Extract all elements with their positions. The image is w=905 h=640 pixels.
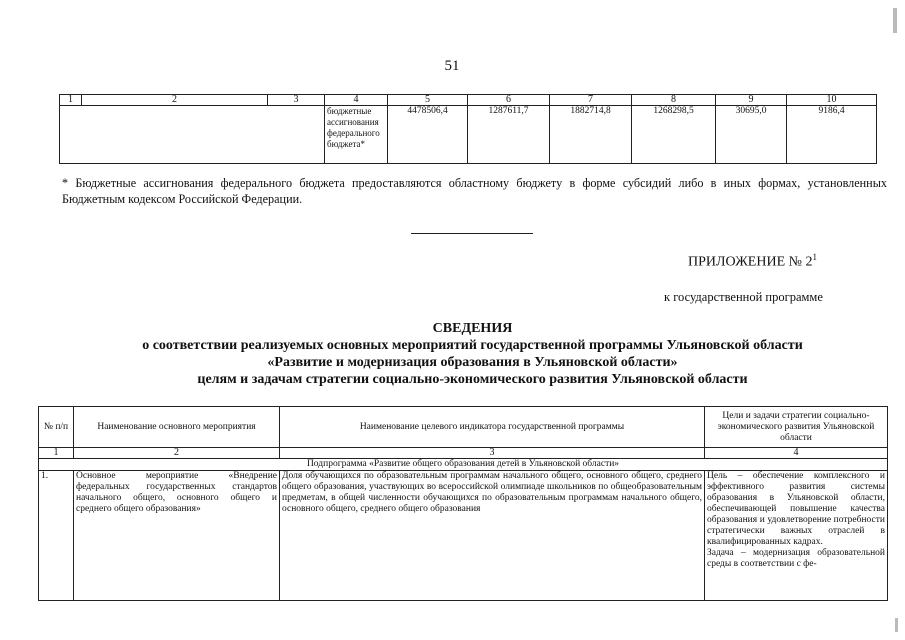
indicator-cell: Доля обучающихся по образовательным программам начального общего, основного общего, среднего общего образования, участвующих во всероссийской олимпиаде школьников по общеобразовательным предметам, в общей численности обучающихся по образовательным программам начального общего, основного общего, среднего общего образования <box>280 471 705 601</box>
col-3: 3 <box>268 95 325 106</box>
budget-table-row <box>60 106 877 164</box>
title-line-4: целям и задачам стратегии социально-экономического развития Ульяновской области <box>197 372 748 387</box>
column-number: 1 <box>39 448 74 459</box>
header-number: № п/п <box>39 407 74 448</box>
subprogram-title: Подпрограмма «Развитие общего образования детей в Ульяновской области» <box>39 459 888 471</box>
value-cell: 4478506,4 <box>388 106 468 164</box>
column-numbers-row <box>39 448 888 459</box>
col-8: 8 <box>632 95 716 106</box>
table-row <box>39 471 888 601</box>
col-4: 4 <box>325 95 388 106</box>
correspondence-table <box>38 406 888 601</box>
task-text: Задача – модернизация образовательной среды в соответствии с фе- <box>707 548 885 569</box>
header-indicator: Наименование целевого индикатора государственной программы <box>280 407 705 448</box>
empty-cell <box>60 106 325 164</box>
budget-table-header <box>60 95 877 106</box>
col-9: 9 <box>716 95 787 106</box>
col-1: 1 <box>60 95 82 106</box>
goals-cell <box>705 471 888 601</box>
document-title <box>60 320 885 388</box>
divider-line <box>411 233 533 234</box>
value-cell: 1287611,7 <box>468 106 550 164</box>
col-7: 7 <box>550 95 632 106</box>
header-goals: Цели и задачи стратегии социально-экономического развития Ульяновской области <box>705 407 888 448</box>
value-cell: 30695,0 <box>716 106 787 164</box>
value-cell: 1882714,8 <box>550 106 632 164</box>
appendix-subtitle: к государственной программе <box>664 290 823 304</box>
title-line-3: «Развитие и модернизация образования в Ульяновской области» <box>267 355 678 370</box>
budget-table <box>59 94 877 164</box>
appendix-superscript: 1 <box>812 252 817 262</box>
table-header-row <box>39 407 888 448</box>
value-cell: 9186,4 <box>787 106 877 164</box>
scan-edge-mark <box>893 8 897 33</box>
title-line-1: СВЕДЕНИЯ <box>432 321 513 336</box>
page-number: 51 <box>444 58 460 74</box>
footnote: * Бюджетные ассигнования федерального бюджета предоставляются областному бюджету в форме субсидий либо в иных формах, установленных Бюджетным кодексом Российской Федерации. <box>62 176 887 206</box>
row-number: 1. <box>39 471 74 601</box>
column-number: 2 <box>74 448 280 459</box>
col-10: 10 <box>787 95 877 106</box>
header-activity: Наименование основного мероприятия <box>74 407 280 448</box>
column-number: 3 <box>280 448 705 459</box>
col-5: 5 <box>388 95 468 106</box>
col-2: 2 <box>82 95 268 106</box>
scan-edge-mark <box>895 618 898 632</box>
appendix-label <box>688 252 817 271</box>
title-line-2: о соответствии реализуемых основных мероприятий государственной программы Ульяновской области <box>142 338 803 353</box>
value-cell: 1268298,5 <box>632 106 716 164</box>
subprogram-row <box>39 459 888 471</box>
row-label: бюджетные ассигнования федерального бюджета* <box>325 106 388 164</box>
goal-text: Цель – обеспечение комплексного и эффективного развития системы образования в Ульяновской области, обеспечивающей повышение качества образования и удовлетворение потребности стратегически важных отраслей в квалифицированных кадрах. <box>707 471 885 547</box>
appendix-label-text: ПРИЛОЖЕНИЕ № 2 <box>688 254 813 270</box>
activity-cell: Основное мероприятие «Внедрение федеральных государственных стандартов начального общего, основного общего и среднего общего образования» <box>74 471 280 601</box>
column-number: 4 <box>705 448 888 459</box>
col-6: 6 <box>468 95 550 106</box>
